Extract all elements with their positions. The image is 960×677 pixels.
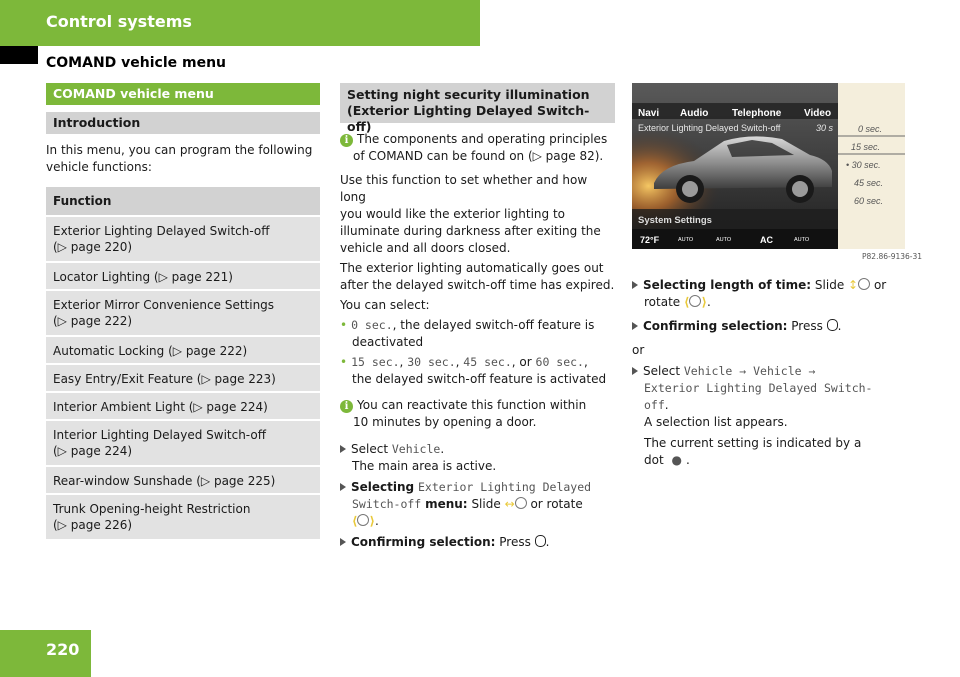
paragraph-auto-off: The exterior lighting automatically goes out after the delayed switch-off time has expired.: [340, 261, 615, 292]
green-heading: COMAND vehicle menu: [46, 83, 320, 105]
table-row: Automatic Locking (▷ page 222): [46, 335, 320, 363]
temperature-readout: 72°F: [640, 235, 660, 245]
controller-icon: [357, 514, 369, 526]
controller-icon: [858, 278, 870, 290]
chapter-title: Control systems: [46, 12, 192, 31]
option-15-sec: 15 sec.: [851, 142, 881, 152]
option-60-sec: 60 sec.: [854, 196, 884, 206]
auto-button-3: AUTO: [794, 237, 810, 243]
tab-audio: Audio: [680, 108, 709, 119]
middle-column: [340, 83, 615, 551]
step-select-vehicle: Select Vehicle. The main area is active.: [340, 441, 615, 475]
left-column: [46, 83, 320, 539]
section-title: COMAND vehicle menu: [46, 55, 227, 71]
dot-icon: ●: [671, 453, 682, 467]
step-arrow-icon: [340, 445, 346, 453]
controller-icon: [689, 295, 701, 307]
table-row: Locator Lighting (▷ page 221): [46, 261, 320, 289]
controller-icon: [515, 497, 527, 509]
step-arrow-icon: [340, 538, 346, 546]
step-confirm: Confirming selection: Press .: [340, 534, 615, 551]
page-number: 220: [46, 640, 80, 659]
paragraph-select: You can select:: [340, 298, 430, 312]
intro-heading: Introduction: [46, 112, 320, 134]
rotate-icon: ⟨: [352, 514, 358, 528]
screen-title: Exterior Lighting Delayed Switch-off: [638, 123, 781, 133]
press-icon: [827, 319, 838, 331]
info-icon: i: [340, 400, 353, 413]
option-30-sec: • 30 sec.: [846, 160, 881, 170]
step-select-length: Selecting length of time: Slide ↕ or rotate ⟨ ⟩.: [632, 277, 912, 311]
bullet-icon: •: [340, 355, 348, 369]
option-45-sec: 45 sec.: [854, 178, 884, 188]
ac-button: AC: [760, 235, 773, 245]
paragraph-usage: Use this function to set whether and how long you would like the exterior lighting to illuminate during darkness after exiting the vehicle and all doors closed.: [340, 173, 601, 255]
slide-left-right-icon: ↔: [504, 497, 515, 511]
table-row: Trunk Opening-height Restriction (▷ page 226): [46, 493, 320, 539]
rotate-icon: ⟨: [684, 295, 690, 309]
comand-display-image: [632, 83, 905, 249]
right-column: [632, 277, 912, 469]
step-select-path: Select Vehicle → Vehicle → Exterior Lighting Delayed Switch- off. A selection list appears. The current setting is indicated by a dot ● .: [632, 363, 912, 469]
bullet-icon: •: [340, 318, 348, 332]
system-settings-label: System Settings: [638, 215, 712, 226]
table-row: Exterior Lighting Delayed Switch-off (▷ page 220): [46, 215, 320, 261]
function-table: [46, 187, 320, 539]
table-header: Function: [46, 187, 320, 215]
info-note-1: i The components and operating principles of COMAND can be found on (▷ page 82).: [340, 131, 615, 165]
option-0-sec: 0 sec.: [858, 124, 883, 134]
screen-title-value: 30 s: [816, 123, 834, 133]
slide-up-down-icon: ↕: [848, 278, 859, 292]
night-security-heading: Setting night security illumination (Exterior Lighting Delayed Switch-off): [340, 83, 615, 123]
step-confirm-length: Confirming selection: Press .: [632, 318, 912, 335]
auto-button-1: AUTO: [678, 237, 694, 243]
step-arrow-icon: [632, 322, 638, 330]
intro-text: In this menu, you can program the following vehicle functions:: [46, 143, 313, 174]
comand-display: [632, 83, 905, 249]
table-row: Exterior Mirror Convenience Settings (▷ page 222): [46, 289, 320, 335]
info-icon: i: [340, 134, 353, 147]
or-separator: or: [632, 343, 645, 357]
table-row: Interior Lighting Delayed Switch-off (▷ page 224): [46, 419, 320, 465]
press-icon: [535, 535, 546, 547]
tab-telephone: Telephone: [732, 108, 782, 119]
step-arrow-icon: [340, 483, 346, 491]
table-row: Easy Entry/Exit Feature (▷ page 223): [46, 363, 320, 391]
table-row: Interior Ambient Light (▷ page 224): [46, 391, 320, 419]
step-select-menu: Selecting Exterior Lighting Delayed Switch-off menu: Slide ↔ or rotate ⟨ ⟩.: [340, 479, 615, 530]
step-arrow-icon: [632, 367, 638, 375]
table-row: Rear-window Sunshade (▷ page 225): [46, 465, 320, 493]
tab-video: Video: [804, 108, 832, 119]
section-marker: [0, 46, 38, 64]
auto-button-2: AUTO: [716, 237, 732, 243]
image-caption: P82.86-9136-31: [862, 252, 923, 261]
step-arrow-icon: [632, 281, 638, 289]
info-note-2: i You can reactivate this function within 10 minutes by opening a door.: [340, 397, 615, 431]
option-activate: • 15 sec., 30 sec., 45 sec., or 60 sec., the delayed switch-off feature is activated: [340, 355, 607, 386]
tab-navi: Navi: [638, 108, 660, 119]
option-deactivate: • 0 sec., the delayed switch-off feature is deactivated: [340, 318, 595, 349]
